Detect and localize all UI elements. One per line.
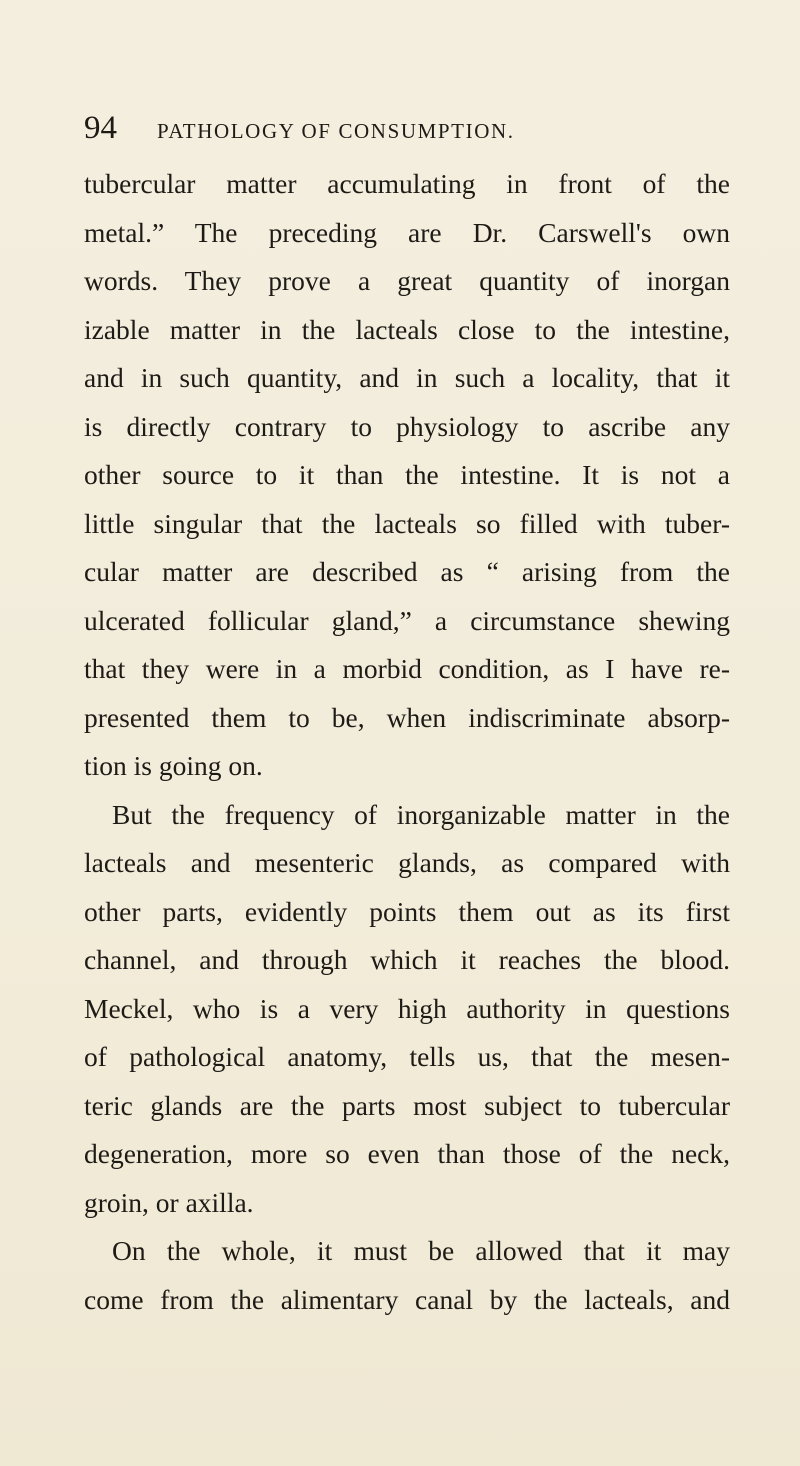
- text-line: is directly contrary to physiology to ascribe any: [84, 410, 730, 442]
- text-line: degeneration, more so even than those of the neck,: [84, 1138, 730, 1169]
- text-line: other parts, evidently points them out as its first: [84, 895, 730, 927]
- text-line: tion is going on.: [84, 750, 263, 781]
- text-line: metal.” The preceding are Dr. Carswell's own: [84, 216, 730, 248]
- page-number: 94: [84, 110, 117, 146]
- text-line: cular matter are described as “ arising from the: [84, 556, 730, 587]
- text-line: little singular that the lacteals so filled with tuber-: [84, 507, 730, 539]
- text-line: groin, or axilla.: [84, 1186, 254, 1218]
- text-line: izable matter in the lacteals close to the intestine,: [84, 313, 730, 345]
- text-line: words. They prove a great quantity of inorgan: [84, 265, 730, 296]
- text-line: presented them to be, when indiscriminate absorp-: [84, 701, 730, 733]
- body-text: [84, 160, 730, 1324]
- text-line: lacteals and mesenteric glands, as compared with: [84, 847, 730, 878]
- text-line: of pathological anatomy, tells us, that the mesen-: [84, 1041, 730, 1072]
- text-line: that they were in a morbid condition, as I have re-: [84, 653, 730, 684]
- running-title: PATHOLOGY OF CONSUMPTION.: [157, 119, 515, 143]
- text-line: come from the alimentary canal by the lacteals, and: [84, 1283, 730, 1315]
- text-line: teric glands are the parts most subject to tubercular: [84, 1089, 730, 1121]
- text-line: On the whole, it must be allowed that it may: [112, 1235, 730, 1266]
- running-header: [0, 108, 800, 148]
- text-line: But the frequency of inorganizable matter in the: [112, 798, 730, 830]
- text-line: Meckel, who is a very high authority in questions: [84, 992, 730, 1024]
- text-line: other source to it than the intestine. It is not a: [84, 459, 730, 490]
- text-line: and in such quantity, and in such a locality, that it: [84, 362, 730, 393]
- text-line: tubercular matter accumulating in front of the: [84, 168, 730, 199]
- text-line: channel, and through which it reaches the blood.: [84, 944, 730, 975]
- text-line: ulcerated follicular gland,” a circumstance shewing: [84, 604, 730, 636]
